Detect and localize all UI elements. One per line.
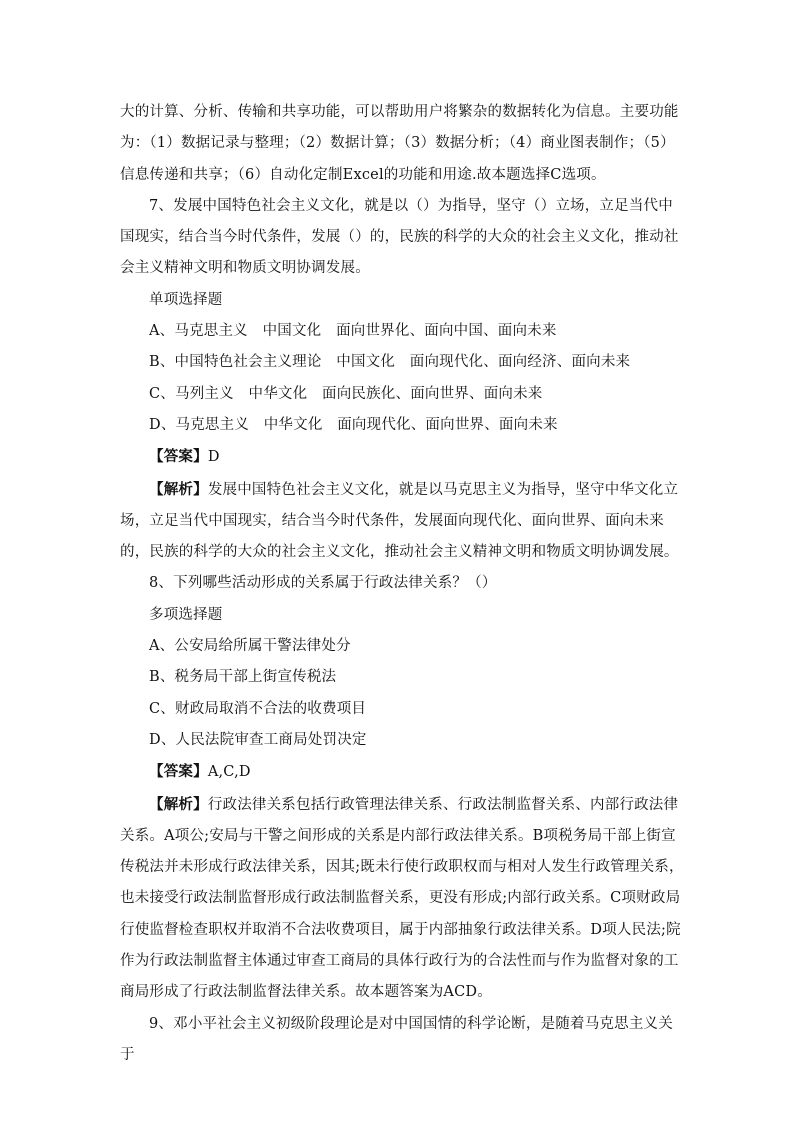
paragraph — [120, 1009, 685, 1072]
paragraph-tag: 【解析】 — [149, 795, 208, 813]
paragraph-text: 9、邓小平社会主义初级阶段理论是对中国国情的科学论断，是随着马克思主义关于 — [120, 1015, 673, 1063]
paragraph — [120, 316, 685, 347]
paragraph-text: B、中国特色社会主义理论 中国文化 面向现代化、面向经济、面向未来 — [149, 354, 631, 371]
paragraph — [120, 441, 685, 473]
paragraph — [120, 474, 685, 569]
paragraph-text: 发展中国特色社会主义文化，就是以马克思主义为指导，坚守中华文化立场，立足当代中国现实，结合当今时代条件，发展面向现代化、面向世界、面向未来的，民族的科学的大众的社会主义文化，推动社会主义精神文明和物质文明协调发展。 — [120, 481, 679, 561]
paragraph-text: D — [207, 449, 220, 466]
paragraph — [120, 694, 685, 725]
paragraph — [120, 568, 685, 599]
paragraph-text: D、人民法院审查工商局处罚决定 — [149, 731, 367, 748]
paragraph-text: 大的计算、分析、传输和共享功能，可以帮助用户将繁杂的数据转化为信息。主要功能为：（1）数据记录与整理；（2）数据计算；（3）数据分析；（4）商业图表制作；（5）信息传递和共享；（6）自动化定制Excel的功能和用途.故本题选择C选项。 — [120, 104, 679, 183]
paragraph-text: 8、下列哪些活动形成的关系属于行政法律关系？（） — [149, 575, 497, 592]
paragraph — [120, 347, 685, 378]
paragraph-text: 多项选择题 — [149, 606, 223, 623]
paragraph-tag: 【答案】 — [149, 763, 208, 781]
paragraph-text: 单项选择题 — [149, 291, 223, 308]
paragraph — [120, 379, 685, 410]
paragraph-text: C、财政局取消不合法的收费项目 — [149, 700, 367, 717]
paragraph — [120, 285, 685, 316]
paragraph-tag: 【解析】 — [149, 480, 208, 498]
paragraph-text: A、马克思主义 中国文化 面向世界化、面向中国、面向未来 — [149, 323, 557, 340]
paragraph-text: D、马克思主义 中华文化 面向现代化、面向世界、面向未来 — [149, 416, 558, 433]
paragraph — [120, 191, 685, 285]
paragraph-tag: 【答案】 — [149, 448, 208, 466]
paragraph — [120, 725, 685, 756]
paragraph — [120, 662, 685, 693]
paragraph — [120, 756, 685, 788]
paragraph — [120, 97, 685, 191]
paragraph-text: 行政法律关系包括行政管理法律关系、行政法制监督关系、内部行政法律关系。A项公;安局与干警之间形成的关系是内部行政法律关系。B项税务局干部上街宣传税法并未形成行政法律关系，因其;既未行使行政职权而与相对人发生行政管理关系，也未接受行政法制监督形成行政法制监督关系，更没有形成;内部行政关系。C项财政局行使监督检查职权并取消不合法收费项目，属于内部抽象行政法律关系。D项人民法;院作为行政法制监督主体通过审查工商局的具体行政行为的合法性而与作为监督对象的工商局形成了行政法制监督法律关系。故本题答案为ACD。 — [120, 796, 684, 1001]
paragraph — [120, 789, 685, 1009]
paragraph-text: A,C,D — [207, 764, 251, 781]
document-body — [120, 97, 685, 1071]
paragraph-text: 7、发展中国特色社会主义文化，就是以（）为指导，坚守（）立场，立足当代中国现实，结合当今时代条件，发展（）的，民族的科学的大众的社会主义文化，推动社会主义精神文明和物质文明协调发展。 — [120, 197, 679, 277]
paragraph-text: A、公安局给所属干警法律处分 — [149, 638, 351, 655]
paragraph-text: C、马列主义 中华文化 面向民族化、面向世界、面向未来 — [149, 385, 543, 402]
paragraph — [120, 410, 685, 441]
paragraph-text: B、税务局干部上街宣传税法 — [149, 669, 337, 686]
paragraph — [120, 631, 685, 662]
paragraph — [120, 600, 685, 631]
